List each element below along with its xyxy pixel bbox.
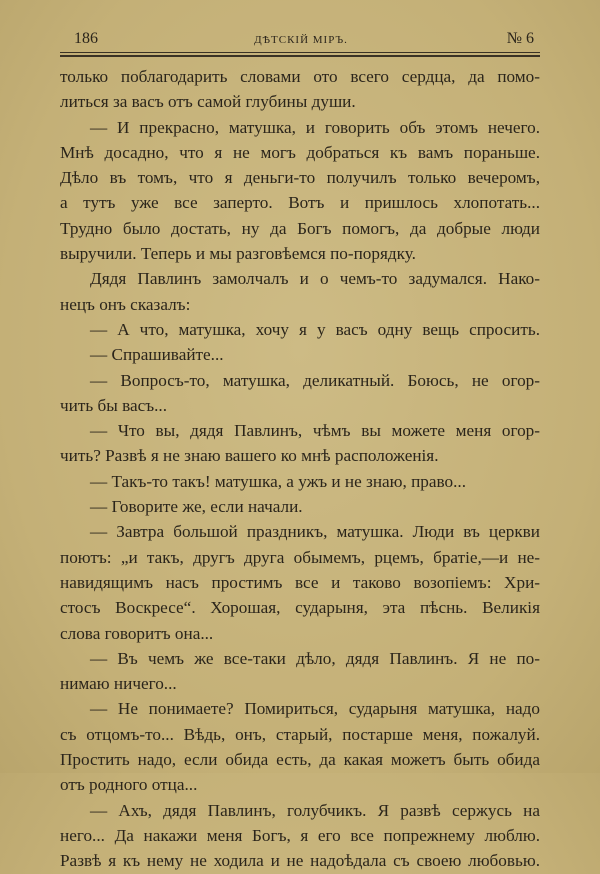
text-line: — Вопросъ-то, матушка, деликатный. Боюсь, не огор-	[90, 370, 540, 390]
text-line: него... Да накажи меня Богъ, я его все попрежнему люблю.	[60, 825, 540, 845]
text-line: нимаю ничего...	[60, 674, 177, 694]
text-line: — Ахъ, дядя Павлинъ, голубчикъ. Я развѣ сержусь на	[90, 800, 540, 820]
text-line: поютъ: „и такъ, другъ друга обымемъ, рцемъ, братіе,—и не-	[60, 547, 540, 567]
text-line: чить бы васъ...	[60, 395, 168, 415]
text-line: нецъ онъ сказалъ:	[60, 294, 191, 314]
text-line: Дѣло въ томъ, что я деньги-то получилъ только вечеромъ,	[60, 168, 540, 188]
text-line: навидящимъ насъ простимъ все и таково возопіемъ: Хри-	[60, 572, 540, 592]
header-rule-thin	[60, 52, 540, 53]
text-line: — Говорите же, если начали.	[90, 497, 303, 517]
text-line: литься за васъ отъ самой глубины души.	[60, 92, 356, 112]
text-line: Дядя Павлинъ замолчалъ и о чемъ-то задумался. Нако-	[90, 269, 540, 289]
text-line: — Что вы, дядя Павлинъ, чѣмъ вы можете меня огор-	[90, 421, 540, 441]
text-line: — Не понимаете? Помириться, сударыня матушка, надо	[90, 699, 540, 719]
text-line: — Спрашивайте...	[90, 345, 224, 365]
text-line: — Завтра большой праздникъ, матушка. Люди въ церкви	[90, 522, 540, 542]
header-rule-thick	[60, 55, 540, 57]
text-line: а тутъ уже все заперто. Вотъ и пришлось хлопотать...	[60, 193, 540, 213]
text-line: — И прекрасно, матушка, и говорить объ этомъ нечего.	[90, 117, 540, 137]
text-line: Мнѣ досадно, что я не могъ добраться къ вамъ пораньше.	[60, 142, 540, 162]
text-line: отъ родного отца...	[60, 775, 198, 795]
page-body-text	[60, 64, 540, 874]
text-line: — А что, матушка, хочу я у васъ одну вещь спросить.	[90, 319, 540, 339]
page-number: 186	[74, 30, 98, 47]
running-header	[62, 30, 540, 50]
text-line: — Въ чемъ же все-таки дѣло, дядя Павлинъ. Я не по-	[90, 648, 540, 668]
text-line: чить? Развѣ я не знаю вашего ко мнѣ расположенія.	[60, 446, 439, 466]
text-line: стосъ Воскресе“. Хорошая, сударыня, эта пѣснь. Великія	[60, 598, 540, 618]
text-line: съ отцомъ-то... Вѣдь, онъ, старый, постарше меня, пожалуй.	[60, 724, 540, 744]
text-line: слова говоритъ она...	[60, 623, 214, 643]
text-line: Простить надо, если обида есть, да какая можетъ быть обида	[60, 750, 540, 770]
text-line: Развѣ я къ нему не ходила и не надоѣдала съ своею любовью.	[60, 851, 540, 871]
text-line: выручили. Теперь и мы разговѣемся по-порядку.	[60, 244, 416, 264]
text-line: Трудно было достать, ну да Богъ помогъ, да добрые люди	[60, 218, 540, 238]
issue-number: № 6	[506, 30, 534, 47]
text-line: — Такъ-то такъ! матушка, а ужъ и не знаю, право...	[90, 471, 466, 491]
text-line: только поблагодарить словами ото всего сердца, да помо-	[60, 67, 540, 86]
journal-title: ДѢТСКІЙ МІРЪ.	[254, 34, 348, 46]
